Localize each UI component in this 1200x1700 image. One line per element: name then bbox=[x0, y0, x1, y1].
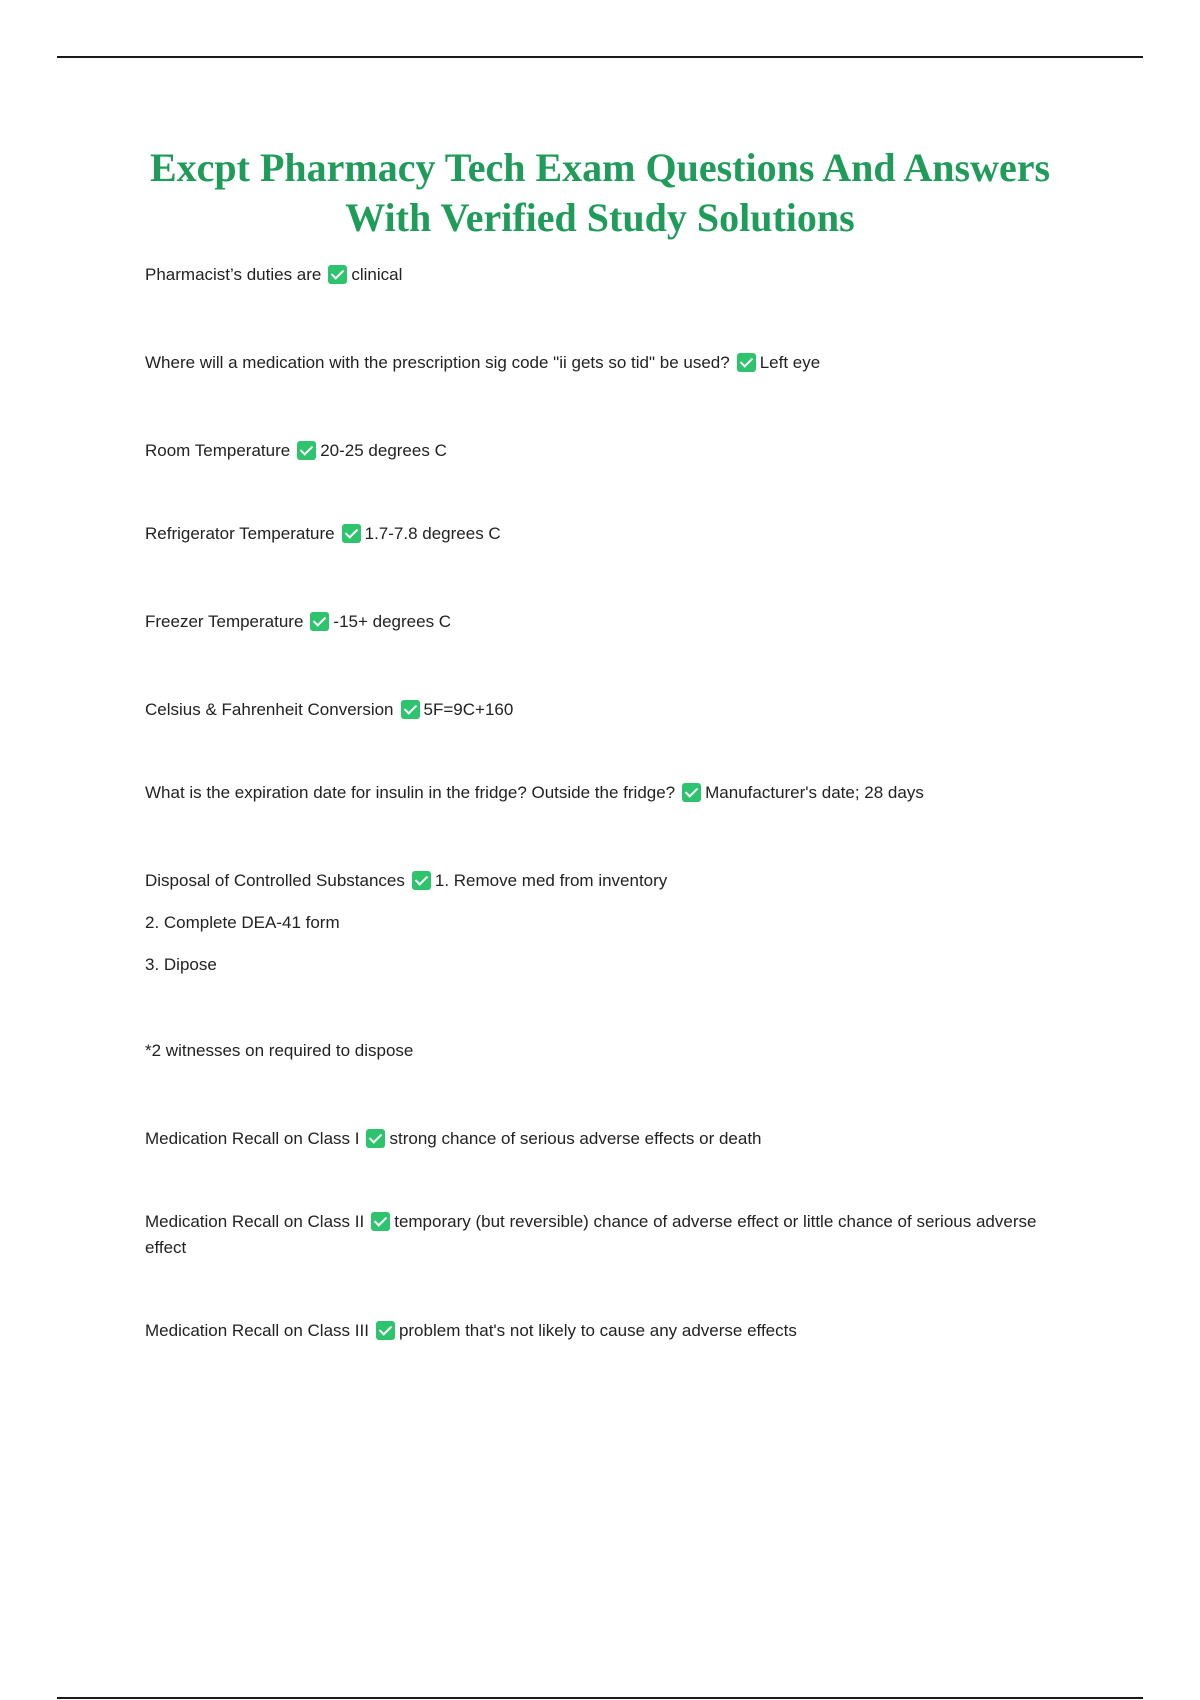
checkmark-icon bbox=[297, 441, 316, 460]
question-text: Freezer Temperature bbox=[145, 612, 304, 631]
disposal-step-2: 2. Complete DEA-41 form bbox=[145, 913, 340, 932]
qa-item-11 bbox=[145, 1318, 1065, 1344]
checkmark-icon bbox=[366, 1129, 385, 1148]
qa-item-4 bbox=[145, 521, 1065, 547]
checkmark-icon bbox=[328, 265, 347, 284]
answer-text: strong chance of serious adverse effects or death bbox=[389, 1129, 762, 1148]
answer-text: clinical bbox=[351, 265, 403, 284]
question-text: Disposal of Controlled Substances bbox=[145, 871, 405, 890]
checkmark-icon bbox=[342, 524, 361, 543]
qa-item-1 bbox=[145, 262, 1065, 288]
answer-text: 1.7-7.8 degrees C bbox=[364, 524, 501, 543]
disposal-note: *2 witnesses on required to dispose bbox=[145, 1041, 414, 1060]
question-text: Refrigerator Temperature bbox=[145, 524, 335, 543]
checkmark-icon bbox=[682, 783, 701, 802]
qa-item-7 bbox=[145, 780, 1065, 806]
qa-item-9 bbox=[145, 1126, 1065, 1152]
checkmark-icon bbox=[310, 612, 329, 631]
question-text: Room Temperature bbox=[145, 441, 291, 460]
question-text: Medication Recall on Class I bbox=[145, 1129, 360, 1148]
title-line-1: Excpt Pharmacy Tech Exam Questions And Answers bbox=[149, 145, 1051, 190]
answer-text: Left eye bbox=[759, 353, 821, 372]
answer-text: 20-25 degrees C bbox=[320, 441, 447, 460]
answer-text: 5F=9C+160 bbox=[423, 700, 514, 719]
answer-text: Manufacturer's date; 28 days bbox=[705, 783, 924, 802]
question-text: Celsius & Fahrenheit Conversion bbox=[145, 700, 394, 719]
qa-item-8 bbox=[145, 868, 1065, 894]
question-text: Pharmacist’s duties are bbox=[145, 265, 322, 284]
answer-text: 1. Remove med from inventory bbox=[434, 871, 668, 890]
answer-text: temporary (but reversible) chance of adverse effect or little chance of serious adverse effect bbox=[145, 1212, 1037, 1257]
checkmark-icon bbox=[737, 353, 756, 372]
title-line-2: With Verified Study Solutions bbox=[345, 195, 855, 240]
checkmark-icon bbox=[371, 1212, 390, 1231]
question-text: Medication Recall on Class II bbox=[145, 1212, 365, 1231]
answer-text: problem that's not likely to cause any adverse effects bbox=[398, 1321, 797, 1340]
document-title bbox=[100, 143, 1100, 243]
qa-item-5 bbox=[145, 609, 1065, 635]
header-rule bbox=[57, 56, 1143, 58]
answer-text: -15+ degrees C bbox=[333, 612, 452, 631]
checkmark-icon bbox=[412, 871, 431, 890]
checkmark-icon bbox=[376, 1321, 395, 1340]
qa-item-3 bbox=[145, 438, 1065, 464]
question-text: Medication Recall on Class III bbox=[145, 1321, 369, 1340]
question-text: What is the expiration date for insulin in the fridge? Outside the fridge? bbox=[145, 783, 676, 802]
qa-item-6 bbox=[145, 697, 1065, 723]
qa-list bbox=[145, 262, 1065, 1344]
disposal-step-3: 3. Dipose bbox=[145, 955, 217, 974]
footer-rule bbox=[57, 1697, 1143, 1699]
question-text: Where will a medication with the prescription sig code "ii gets so tid" be used? bbox=[145, 353, 730, 372]
qa-item-2 bbox=[145, 350, 1065, 376]
checkmark-icon bbox=[401, 700, 420, 719]
qa-item-10 bbox=[145, 1209, 1065, 1261]
